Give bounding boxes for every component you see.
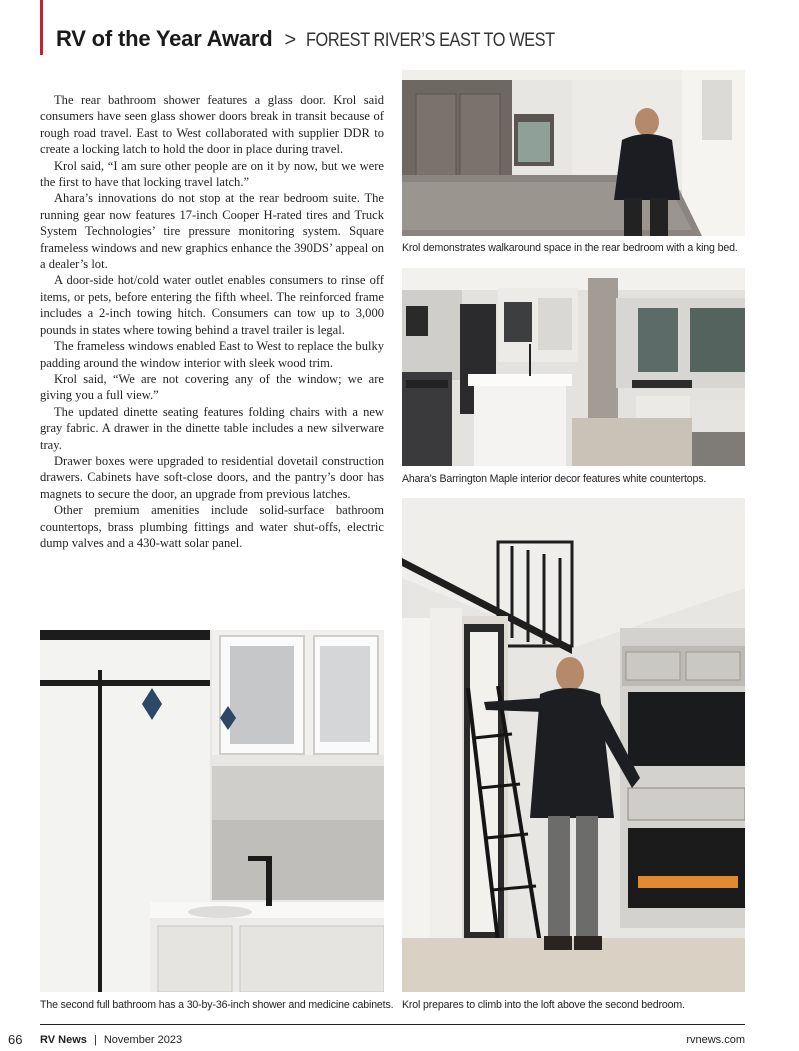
- paragraph: The frameless windows enabled East to West to replace the bulky padding around the window interior with sleek wood trim.: [40, 339, 384, 370]
- loft-photo: [402, 498, 745, 992]
- paragraph: The rear bathroom shower features a glass door. Krol said consumers have seen glass shower doors break in transit because of rough road travel. East to West collaborated with supplier DDR to create a locking latch to hold the door in place during travel.: [40, 93, 384, 157]
- footer-publication: [40, 1034, 182, 1046]
- loft-caption: Krol prepares to climb into the loft above the second bedroom.: [402, 999, 685, 1011]
- paragraph: A door-side hot/cold water outlet enables consumers to rinse off items, or pets, before entering the fifth wheel. The reinforced frame includes a 2-inch towing hitch. Consumers can tow up to 3,000 pounds in states where towing behind a travel trailer is legal.: [40, 273, 384, 337]
- publication-name: RV News: [40, 1034, 87, 1046]
- kitchen-photo: [402, 268, 745, 466]
- page-header: [56, 26, 595, 56]
- paragraph: Other premium amenities include solid-surface bathroom countertops, brass plumbing fittings and water shut-offs, electric dump valves and a 430-watt solar panel.: [40, 503, 384, 550]
- footer-divider: [40, 1024, 745, 1025]
- paragraph: The updated dinette seating features folding chairs with a new gray fabric. A drawer in the dinette table includes a new silverware tray.: [40, 404, 384, 452]
- header-separator: >: [284, 29, 297, 51]
- website-link[interactable]: rvnews.com: [686, 1034, 745, 1046]
- article-body: [40, 92, 384, 551]
- bathroom-photo: [40, 630, 384, 992]
- article-subtitle: FOREST RIVER’S EAST TO WEST: [306, 30, 555, 51]
- header-accent-bar: [40, 0, 43, 55]
- paragraph: Krol said, “We are not covering any of the window; we are giving you a full view.”: [40, 371, 384, 403]
- paragraph: Krol said, “I am sure other people are on it by now, but we were the first to have that locking travel latch.”: [40, 158, 384, 190]
- bedroom-caption: Krol demonstrates walkaround space in the rear bedroom with a king bed.: [402, 242, 738, 254]
- paragraph: Drawer boxes were upgraded to residential dovetail construction drawers. Cabinets have soft-close doors, and the pantry’s door has magnets to secure the door, an upgrade from previous latches.: [40, 453, 384, 501]
- section-title: RV of the Year Award: [56, 26, 273, 51]
- issue-date: November 2023: [103, 1034, 183, 1046]
- paragraph: Ahara’s innovations do not stop at the rear bedroom suite. The running gear now features 17-inch Cooper H-rated tires and Truck System Technologies’ tire pressure monitoring system. Square frameless windows and new graphics enhance the 390DS’ appeal on a dealer’s lot.: [40, 191, 384, 272]
- bedroom-photo: [402, 70, 745, 236]
- footer-divider-glyph: |: [93, 1034, 97, 1046]
- kitchen-caption: Ahara’s Barrington Maple interior decor features white countertops.: [402, 473, 707, 485]
- page-number: 66: [8, 1032, 23, 1047]
- bathroom-caption: The second full bathroom has a 30-by-36-inch shower and medicine cabinets.: [40, 999, 394, 1011]
